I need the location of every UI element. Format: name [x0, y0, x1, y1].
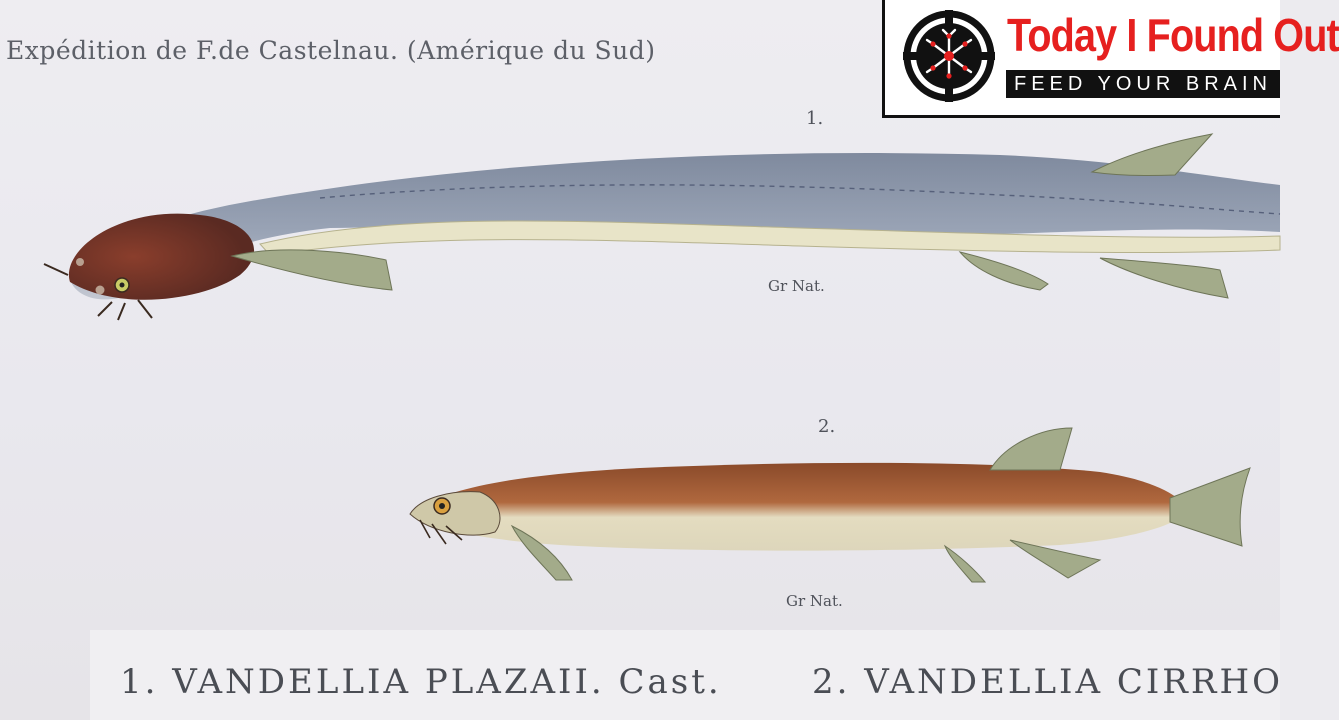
- caption-species-1: 1. VANDELLIA PLAZAII. Cast.: [120, 662, 722, 702]
- figure-1-number: 1.: [806, 108, 824, 129]
- logo-tagline: FEED YOUR BRAIN: [1014, 73, 1272, 95]
- today-i-found-out-logo: [882, 0, 1339, 118]
- fish-1-vandellia-plazaii: [44, 134, 1280, 320]
- caption-species-2: 2. VANDELLIA CIRRHO: [812, 662, 1283, 702]
- figure-1-scale-label: Gr Nat.: [768, 277, 825, 295]
- logo-tagline-bar: [1006, 70, 1280, 98]
- figure-2-number: 2.: [818, 416, 836, 437]
- logo-title: Today I Found Out: [1007, 9, 1339, 61]
- plate-header: Expédition de F.de Castelnau. (Amérique du Sud): [6, 36, 656, 65]
- figure-2-scale-label: Gr Nat.: [786, 592, 843, 610]
- brain-crosshair-icon: [903, 10, 995, 102]
- fish-2-vandellia-cirrhosa: [410, 428, 1250, 582]
